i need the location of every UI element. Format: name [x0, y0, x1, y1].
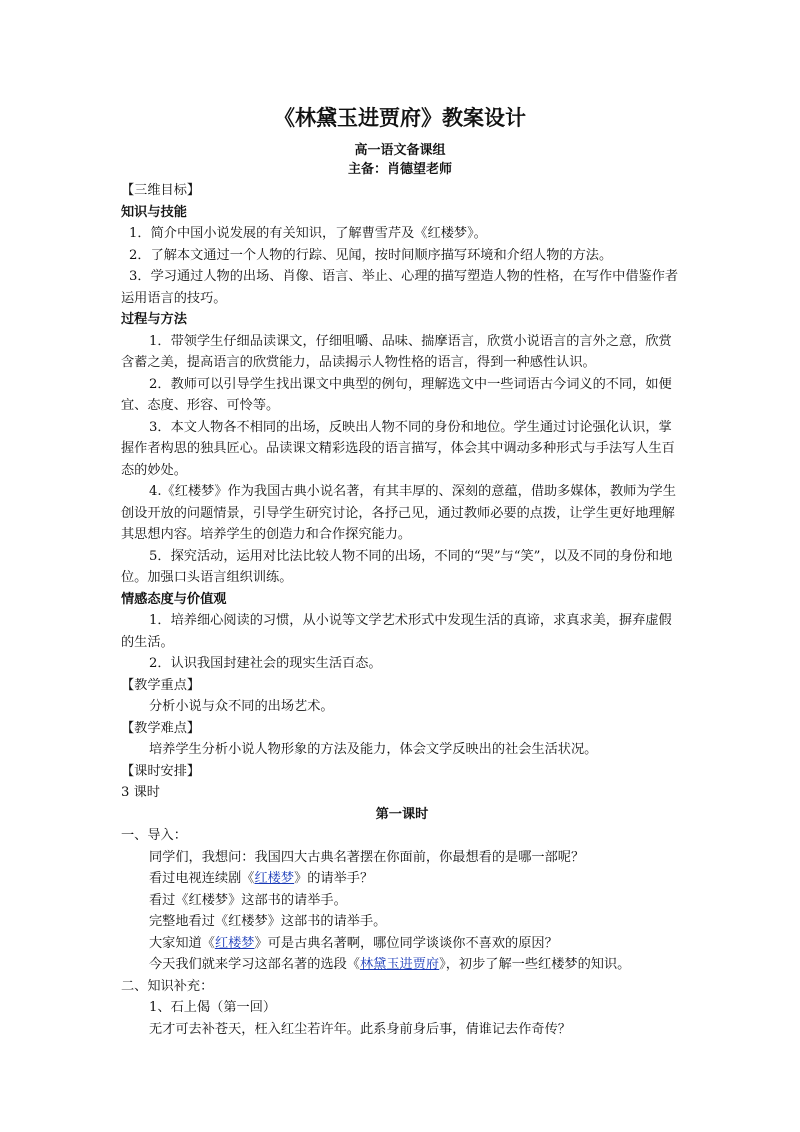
focus-text: 分析小说与众不同的出场艺术。: [149, 699, 334, 714]
process-item: 3．本文人物各不相同的出场，反映出人物不同的身份和地位。学生通过讨论强化认识，掌握作者构思的独具匠心。品读课文精彩选段的语言描写，体会其中调动多种形式与手法写人生百态的妙处。: [121, 419, 675, 478]
document-body: [121, 180, 683, 1040]
intro-line: [121, 868, 683, 890]
intro-heading: 一、导入：: [121, 828, 187, 843]
supplement-poem: 无才可去补苍天，枉入红尘若许年。此系身前身后事，倩谁记去作奇传？: [149, 1021, 571, 1037]
schedule-text: 3 课时: [121, 785, 160, 800]
difficulty-heading: 【教学难点】: [121, 720, 201, 736]
knowledge-item: 1．简介中国小说发展的有关知识，了解曹雪芹及《红楼梦》。: [129, 226, 487, 241]
focus-heading: 【教学重点】: [121, 677, 201, 693]
lesson-title: 第一课时: [375, 806, 429, 822]
knowledge-heading: 知识与技能: [121, 204, 187, 220]
hongloumeng-link[interactable]: 红楼梦: [214, 935, 255, 951]
knowledge-item: 3．学习通过人物的出场、肖像、语言、举止、心理的描写塑造人物的性格，在写作中借鉴作者运用语言的技巧。: [121, 269, 679, 306]
schedule-heading: 【课时安排】: [121, 763, 201, 779]
intro-line: 同学们，我想问：我国四大古典名著摆在你面前，你最想看的是哪一部呢？: [149, 849, 585, 865]
process-item: 1．带领学生仔细品读课文，仔细咀嚼、品味、揣摩语言，欣赏小说语言的言外之意，欣赏含蓄之美，提高语言的欣赏能力，品读揭示人物性格的语言，得到一种感性认识。: [121, 333, 672, 370]
goals-heading: 【三维目标】: [121, 183, 201, 198]
intro-text: 看过电视连续剧《: [149, 871, 255, 886]
intro-text: 》，初步了解一些红楼梦的知识。: [439, 957, 631, 972]
hongloumeng-link[interactable]: 红楼梦: [254, 871, 295, 886]
intro-line: [121, 954, 683, 976]
process-item: 5．探究活动，运用对比法比较人物不同的出场，不同的“哭”与“笑”，以及不同的身份和地位。加强口头语言组织训练。: [121, 548, 673, 585]
intro-line: 看过《红楼梦》这部书的请举手。: [149, 892, 347, 908]
intro-text: 大家知道《: [149, 935, 215, 951]
process-heading: 过程与方法: [121, 312, 187, 327]
process-item: 4.《红楼梦》作为我国古典小说名著，有其丰厚的、深刻的意蕴，借助多媒体，教师为学生创设开放的问题情景，引导学生研究讨论，各抒己见，通过教师必要的点拨，让学生更好地理解其思想内容。培养学生的创造力和合作探究能力。: [121, 484, 676, 542]
process-item: 2．教师可以引导学生找出课文中典型的例句，理解选文中一些词语古今词义的不同，如便宜、态度、形容、可怜等。: [121, 376, 672, 413]
intro-text: 》的请举手？: [294, 871, 374, 886]
knowledge-item: 2．了解本文通过一个人物的行踪、见闻，按时间顺序描写环境和介绍人物的方法。: [129, 247, 613, 263]
supplement-heading: 二、知识补充：: [121, 978, 214, 994]
intro-text: 》可是古典名著啊，哪位同学谈谈你不喜欢的原因？: [254, 935, 558, 951]
lead-teacher-line: 主备：肖德望老师: [347, 162, 452, 177]
difficulty-text: 培养学生分析小说人物形象的方法及能力，体会文学反映出的社会生活状况。: [149, 742, 598, 757]
emotion-item: 1．培养细心阅读的习惯，从小说等文学艺术形式中发现生活的真谛，求真求美，摒弃虚假的生活。: [121, 613, 672, 650]
emotion-heading: 情感态度与价值观: [121, 591, 227, 607]
supplement-line: 1、石上偈（第一回）: [149, 1000, 277, 1015]
lindaiyu-link[interactable]: 林黛玉进贾府: [360, 957, 440, 972]
emotion-item: 2．认识我国封建社会的现实生活百态。: [149, 656, 382, 671]
group-line: 高一语文备课组: [354, 143, 446, 158]
intro-text: 今天我们就来学习这部名著的选段《: [149, 957, 360, 972]
document-title: 《林黛玉进贾府》教案设计: [274, 106, 526, 130]
intro-line: [121, 933, 683, 955]
intro-line: 完整地看过《红楼梦》这部书的请举手。: [149, 914, 387, 929]
